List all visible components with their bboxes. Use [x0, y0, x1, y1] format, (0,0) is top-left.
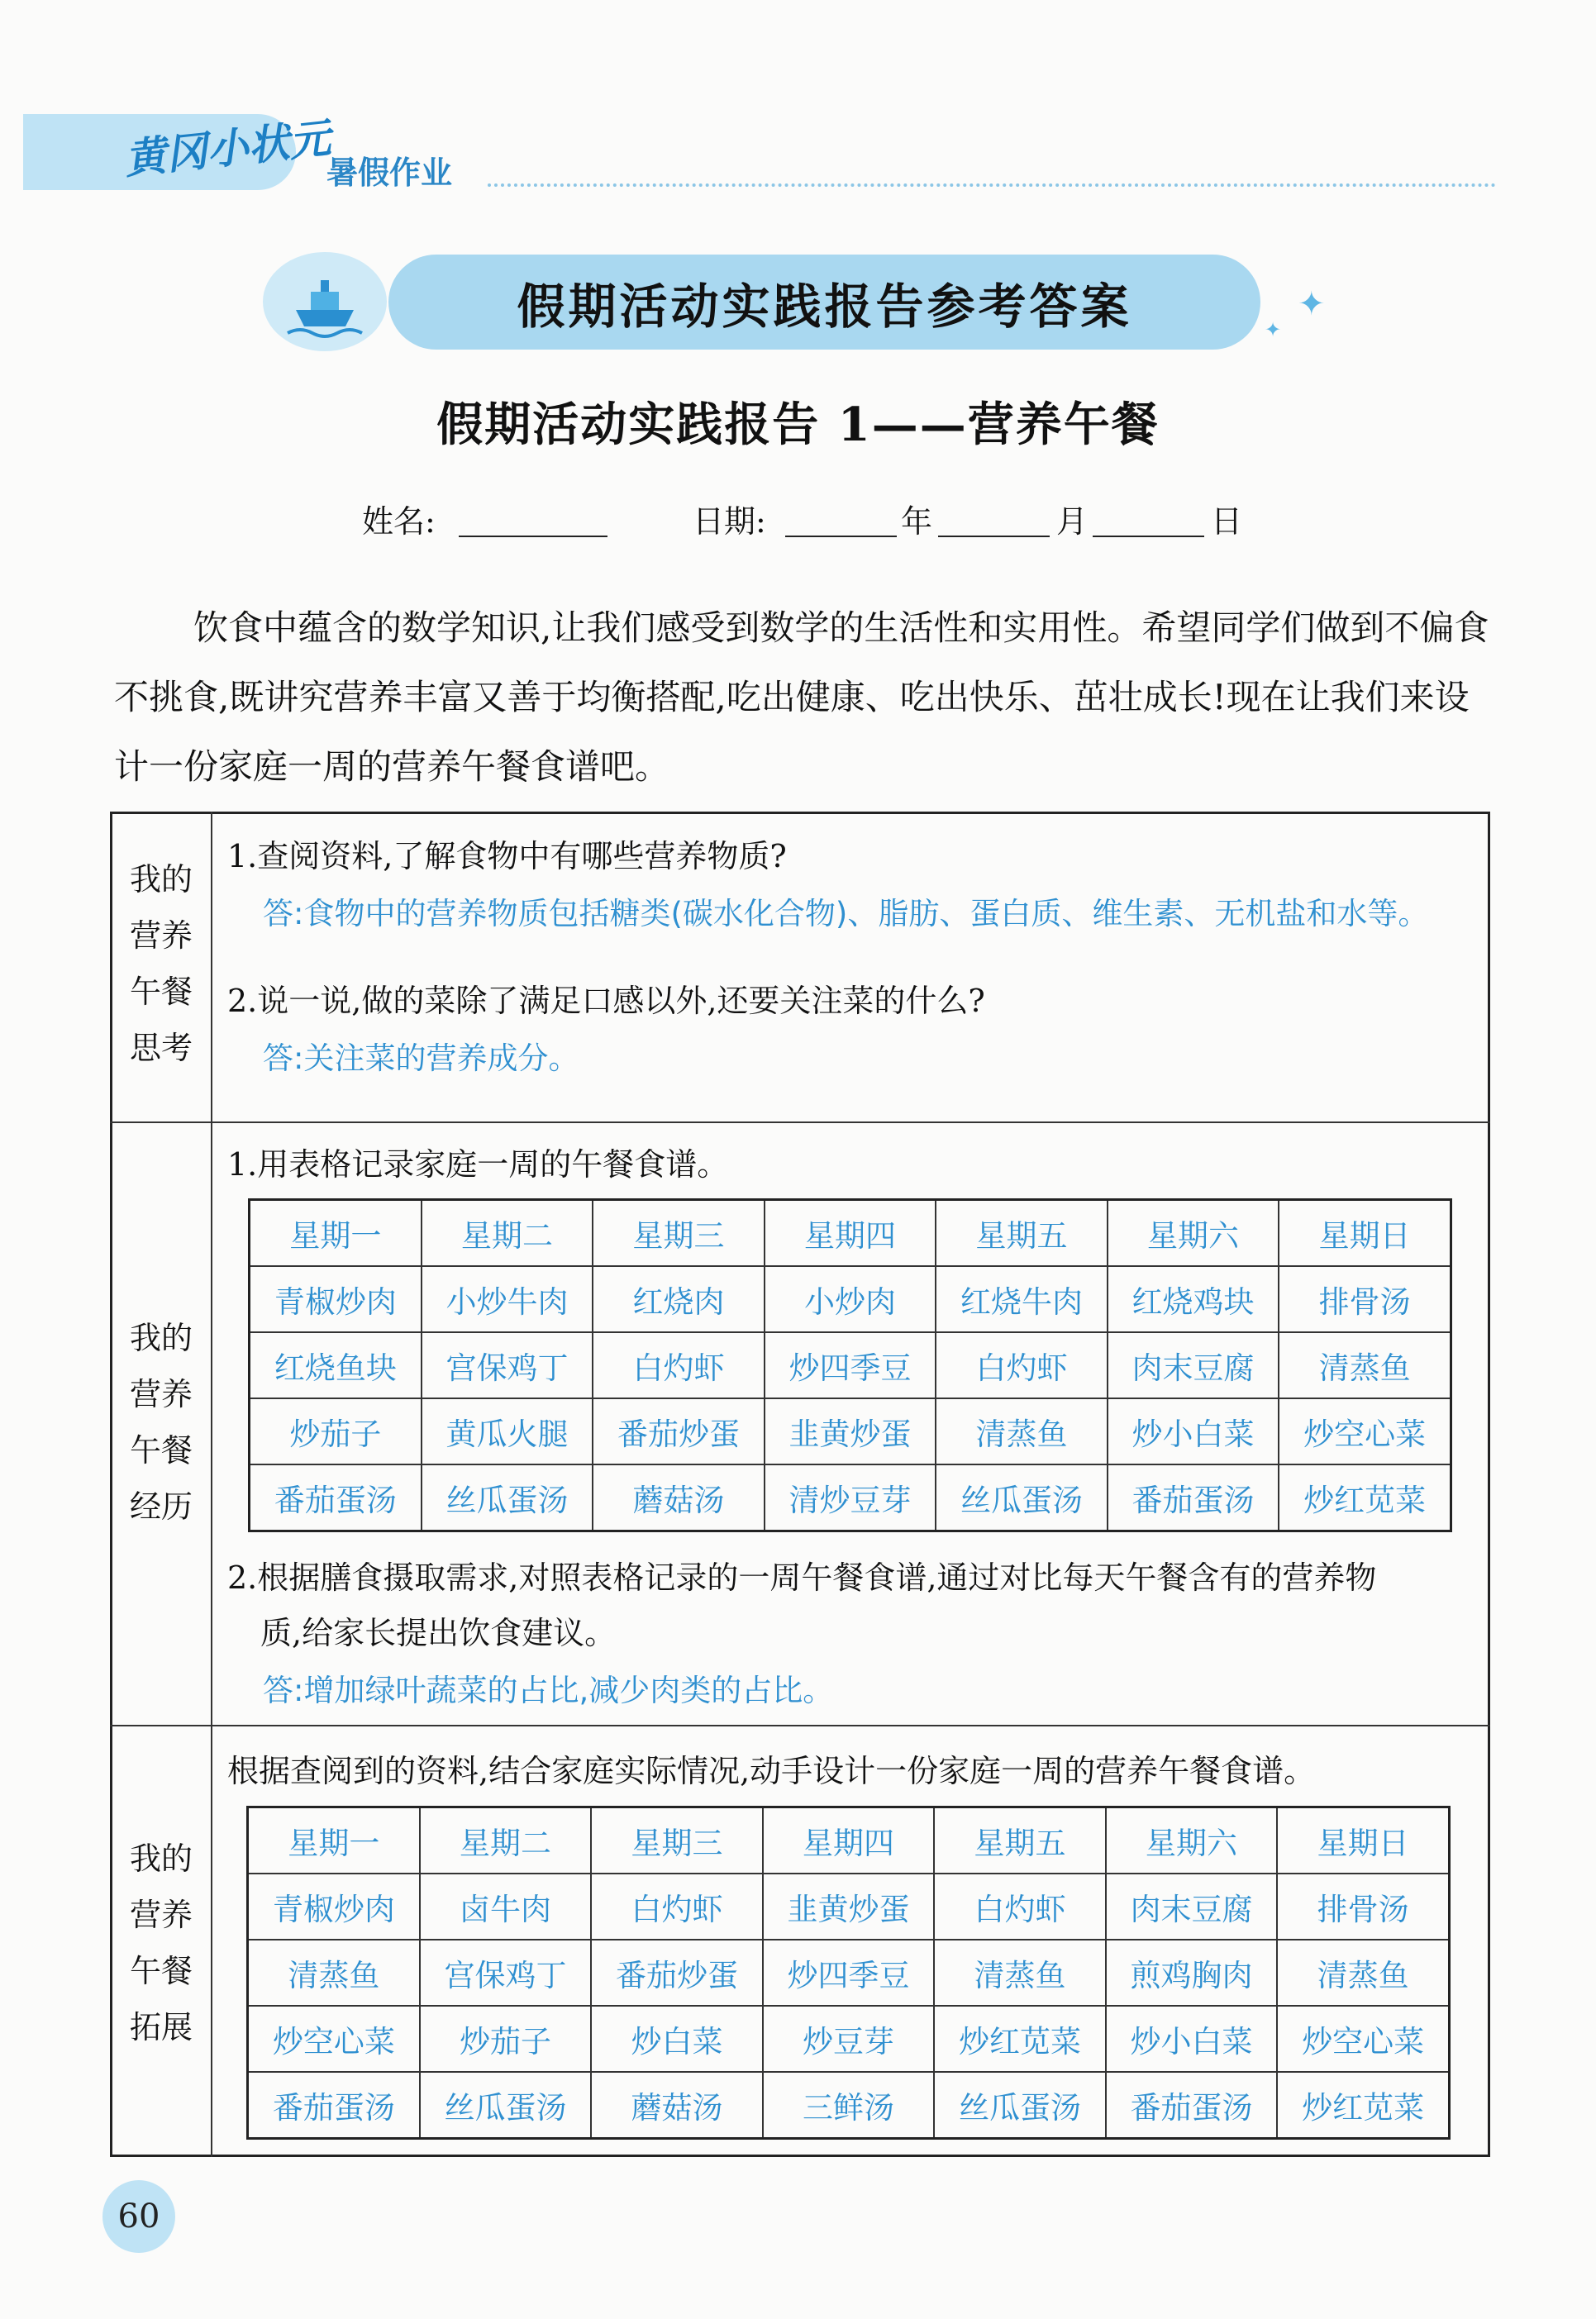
table-row	[250, 1398, 1451, 1464]
table-row	[250, 1332, 1451, 1398]
month-label: 月	[1056, 503, 1089, 540]
name-blank	[459, 536, 607, 537]
experience-question-2-line-2: 质,给家长提出饮食建议。	[260, 1615, 617, 1651]
answer-1: 答:食物中的营养物质包括糖类(碳水化合物)、脂肪、蛋白质、维生素、无机盐和水等。	[263, 896, 1429, 931]
dish-cell: 红烧牛肉	[936, 1266, 1108, 1332]
dish-cell: 丝瓜蛋汤	[420, 2072, 592, 2139]
intro-paragraph: 饮食中蕴含的数学知识,让我们感受到数学的生活性和实用性。希望同学们做到不偏食不挑食,既讲究营养丰富又善于均衡搭配,吃出健康、吃出快乐、茁壮成长!现在让我们来设计一份家庭一周的营养午餐食谱吧。	[114, 607, 1489, 787]
dish-cell: 红烧鱼块	[250, 1332, 422, 1398]
dish-cell: 卤牛肉	[420, 1874, 592, 1940]
dish-cell: 番茄蛋汤	[1106, 2072, 1278, 2139]
table-row	[248, 1940, 1450, 2006]
section-title-banner	[388, 255, 1260, 350]
dish-cell: 清蒸鱼	[1277, 1940, 1449, 2006]
answer-2: 答:关注菜的营养成分。	[263, 1040, 579, 1076]
ship-icon	[263, 252, 387, 351]
weekday-header-cell: 星期六	[1106, 1807, 1278, 1874]
row-divider	[110, 1121, 1490, 1123]
dish-cell: 炒茄子	[420, 2006, 592, 2072]
dish-cell: 番茄蛋汤	[1108, 1464, 1279, 1531]
dish-cell: 小炒肉	[765, 1266, 936, 1332]
table-header-row	[248, 1807, 1450, 1874]
name-label: 姓名:	[362, 503, 436, 540]
dish-cell: 炒红苋菜	[934, 2006, 1106, 2072]
section-label-thinking: 我的 营养 午餐 思考	[129, 861, 193, 1066]
series-title: 暑假作业	[326, 155, 453, 191]
weekday-header-cell: 星期一	[248, 1807, 420, 1874]
weekday-header-cell: 星期五	[936, 1200, 1108, 1267]
dish-cell: 肉末豆腐	[1108, 1332, 1279, 1398]
experience-question-1: 1.用表格记录家庭一周的午餐食谱。	[227, 1146, 729, 1183]
section-title: 假期活动实践报告参考答案	[517, 278, 1132, 335]
dish-cell: 炒豆芽	[763, 2006, 935, 2072]
experience-answer-2: 答:增加绿叶蔬菜的占比,减少肉类的占比。	[263, 1673, 834, 1708]
question-1: 1.查阅资料,了解食物中有哪些营养物质?	[227, 838, 787, 874]
weekday-header-cell: 星期六	[1108, 1200, 1279, 1267]
weekday-header-cell: 星期五	[934, 1807, 1106, 1874]
weekly-lunch-plan-table	[246, 1806, 1451, 2140]
weekday-header-cell: 星期二	[420, 1807, 592, 1874]
dish-cell: 清蒸鱼	[1279, 1332, 1451, 1398]
dish-cell: 丝瓜蛋汤	[422, 1464, 593, 1531]
sparkle-icon: ✦	[1298, 285, 1326, 323]
dish-cell: 炒茄子	[250, 1398, 422, 1464]
dish-cell: 炒空心菜	[1277, 2006, 1449, 2072]
weekday-header-cell: 星期日	[1279, 1200, 1451, 1267]
weekday-header-cell: 星期四	[765, 1200, 936, 1267]
dish-cell: 白灼虾	[593, 1332, 765, 1398]
dish-cell: 煎鸡胸肉	[1106, 1940, 1278, 2006]
dish-cell: 清炒豆芽	[765, 1464, 936, 1531]
dish-cell: 红烧鸡块	[1108, 1266, 1279, 1332]
month-blank	[938, 536, 1050, 537]
weekday-header-cell: 星期四	[763, 1807, 935, 1874]
dish-cell: 白灼虾	[591, 1874, 763, 1940]
report-title: 假期活动实践报告 1——营养午餐	[436, 398, 1160, 452]
dish-cell: 宫保鸡丁	[422, 1332, 593, 1398]
dish-cell: 清蒸鱼	[934, 1940, 1106, 2006]
dish-cell: 炒小白菜	[1106, 2006, 1278, 2072]
expansion-prompt: 根据查阅到的资料,结合家庭实际情况,动手设计一份家庭一周的营养午餐食谱。	[227, 1753, 1316, 1789]
question-2: 2.说一说,做的菜除了满足口感以外,还要关注菜的什么?	[227, 983, 985, 1019]
experience-question-2-line-1: 2.根据膳食摄取需求,对照表格记录的一周午餐食谱,通过对比每天午餐含有的营养物	[227, 1559, 1377, 1596]
dish-cell: 红烧肉	[593, 1266, 765, 1332]
dish-cell: 韭黄炒蛋	[763, 1874, 935, 1940]
dish-cell: 清蒸鱼	[936, 1398, 1108, 1464]
weekday-header-cell: 星期日	[1277, 1807, 1449, 1874]
dish-cell: 丝瓜蛋汤	[934, 2072, 1106, 2139]
sparkle-icon: ✦	[1265, 318, 1282, 341]
dish-cell: 炒小白菜	[1108, 1398, 1279, 1464]
dish-cell: 三鲜汤	[763, 2072, 935, 2139]
table-row	[248, 2072, 1450, 2139]
header-dotted-rule	[488, 183, 1496, 187]
section-label-experience: 我的 营养 午餐 经历	[129, 1320, 193, 1525]
dish-cell: 青椒炒肉	[248, 1874, 420, 1940]
dish-cell: 白灼虾	[936, 1332, 1108, 1398]
dish-cell: 排骨汤	[1277, 1874, 1449, 1940]
date-label: 日期:	[693, 503, 766, 540]
dish-cell: 清蒸鱼	[248, 1940, 420, 2006]
dish-cell: 番茄炒蛋	[591, 1940, 763, 2006]
dish-cell: 宫保鸡丁	[420, 1940, 592, 2006]
dish-cell: 炒空心菜	[1279, 1398, 1451, 1464]
year-label: 年	[901, 503, 933, 540]
section-label-expansion: 我的 营养 午餐 拓展	[129, 1840, 193, 2045]
day-blank	[1093, 536, 1204, 537]
dish-cell: 炒四季豆	[765, 1332, 936, 1398]
dish-cell: 炒红苋菜	[1279, 1464, 1451, 1531]
brand-logo: 黄冈小状元	[122, 114, 333, 183]
dish-cell: 蘑菇汤	[591, 2072, 763, 2139]
label-column-divider	[211, 812, 212, 2157]
table-row	[250, 1266, 1451, 1332]
day-label: 日	[1211, 503, 1243, 540]
row-divider	[110, 1725, 1490, 1726]
dish-cell: 丝瓜蛋汤	[936, 1464, 1108, 1531]
dish-cell: 炒四季豆	[763, 1940, 935, 2006]
dish-cell: 小炒牛肉	[422, 1266, 593, 1332]
weekday-header-cell: 星期一	[250, 1200, 422, 1267]
weekly-lunch-record-table	[248, 1198, 1452, 1532]
dish-cell: 韭黄炒蛋	[765, 1398, 936, 1464]
table-row	[250, 1464, 1451, 1531]
table-header-row	[250, 1200, 1451, 1267]
dish-cell: 番茄蛋汤	[248, 2072, 420, 2139]
page-number: 60	[102, 2180, 175, 2253]
weekday-header-cell: 星期二	[422, 1200, 593, 1267]
dish-cell: 蘑菇汤	[593, 1464, 765, 1531]
dish-cell: 青椒炒肉	[250, 1266, 422, 1332]
dish-cell: 排骨汤	[1279, 1266, 1451, 1332]
dish-cell: 炒红苋菜	[1277, 2072, 1449, 2139]
table-row	[248, 1874, 1450, 1940]
dish-cell: 番茄炒蛋	[593, 1398, 765, 1464]
dish-cell: 番茄蛋汤	[250, 1464, 422, 1531]
year-blank	[785, 536, 897, 537]
weekday-header-cell: 星期三	[591, 1807, 763, 1874]
dish-cell: 炒白菜	[591, 2006, 763, 2072]
dish-cell: 白灼虾	[934, 1874, 1106, 1940]
dish-cell: 黄瓜火腿	[422, 1398, 593, 1464]
dish-cell: 炒空心菜	[248, 2006, 420, 2072]
dish-cell: 肉末豆腐	[1106, 1874, 1278, 1940]
weekday-header-cell: 星期三	[593, 1200, 765, 1267]
table-row	[248, 2006, 1450, 2072]
